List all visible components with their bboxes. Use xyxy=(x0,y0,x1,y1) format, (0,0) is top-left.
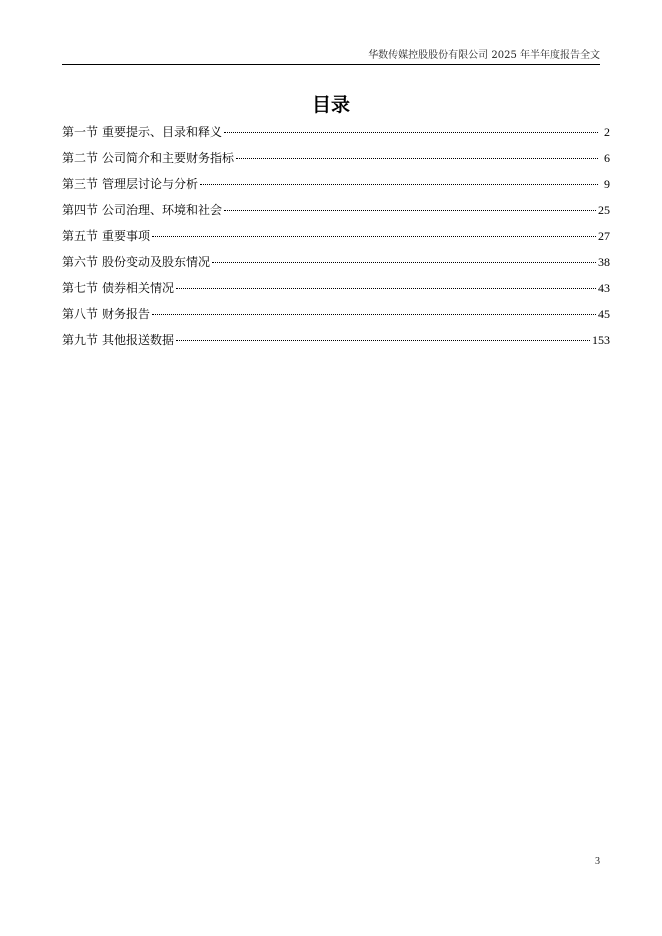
toc-page-number: 6 xyxy=(604,151,610,165)
toc-page-number: 2 xyxy=(604,125,610,139)
toc-section-number: 第八节 xyxy=(62,307,99,321)
toc-dot-leader xyxy=(224,132,598,133)
toc-page-number: 43 xyxy=(598,281,610,295)
toc-entry-label xyxy=(62,253,210,271)
toc-section-title: 重要事项 xyxy=(102,229,151,243)
toc-section-number: 第三节 xyxy=(62,177,99,191)
toc-dot-leader xyxy=(152,236,596,237)
toc-entry[interactable] xyxy=(62,175,610,201)
toc-entry-label xyxy=(62,201,222,219)
toc-entry[interactable] xyxy=(62,227,610,253)
toc-section-number: 第六节 xyxy=(62,255,99,269)
toc-entry[interactable] xyxy=(62,305,610,331)
header-rule xyxy=(62,64,600,65)
toc-section-number: 第五节 xyxy=(62,229,99,243)
toc-dot-leader xyxy=(212,262,596,263)
toc-dot-leader xyxy=(152,314,596,315)
toc-section-number: 第九节 xyxy=(62,333,99,347)
toc-section-title: 公司治理、环境和社会 xyxy=(102,203,223,217)
toc-page-number: 45 xyxy=(598,307,610,321)
toc-section-title: 管理层讨论与分析 xyxy=(102,177,199,191)
toc-page-number: 38 xyxy=(598,255,610,269)
toc-page-number: 9 xyxy=(604,177,610,191)
toc-section-title: 债券相关情况 xyxy=(102,281,175,295)
toc-section-number: 第七节 xyxy=(62,281,99,295)
toc-entry-label xyxy=(62,331,174,349)
toc-entry[interactable] xyxy=(62,253,610,279)
toc-page-number: 153 xyxy=(592,333,610,347)
toc-section-number: 第四节 xyxy=(62,203,99,217)
toc-entry[interactable] xyxy=(62,149,610,175)
toc-entry-label xyxy=(62,279,174,297)
toc-dot-leader xyxy=(176,288,596,289)
toc-section-title: 重要提示、目录和释义 xyxy=(102,125,223,139)
toc-entry-label xyxy=(62,305,150,323)
page-header: 华数传媒控股股份有限公司 2025 年半年度报告全文 xyxy=(368,50,600,61)
toc-dot-leader xyxy=(200,184,598,185)
toc-section-title: 财务报告 xyxy=(102,307,151,321)
toc-section-number: 第一节 xyxy=(62,125,99,139)
toc-section-title: 其他报送数据 xyxy=(102,333,175,347)
toc-entry-label xyxy=(62,227,150,245)
toc-entry-label xyxy=(62,149,234,167)
toc-entry[interactable] xyxy=(62,201,610,227)
toc-entry[interactable] xyxy=(62,331,610,357)
toc-entry[interactable] xyxy=(62,123,610,149)
toc-dot-leader xyxy=(224,210,596,211)
toc-dot-leader xyxy=(176,340,590,341)
toc-entry-label xyxy=(62,123,222,141)
toc-page-number: 25 xyxy=(598,203,610,217)
toc-entry-label xyxy=(62,175,198,193)
toc-section-title: 公司简介和主要财务指标 xyxy=(102,151,235,165)
table-of-contents xyxy=(62,123,610,357)
toc-title: 目录 xyxy=(311,94,350,116)
toc-page-number: 27 xyxy=(598,229,610,243)
toc-section-number: 第二节 xyxy=(62,151,99,165)
toc-section-title: 股份变动及股东情况 xyxy=(102,255,211,269)
page-number: 3 xyxy=(595,856,600,867)
toc-dot-leader xyxy=(236,158,598,159)
toc-entry[interactable] xyxy=(62,279,610,305)
